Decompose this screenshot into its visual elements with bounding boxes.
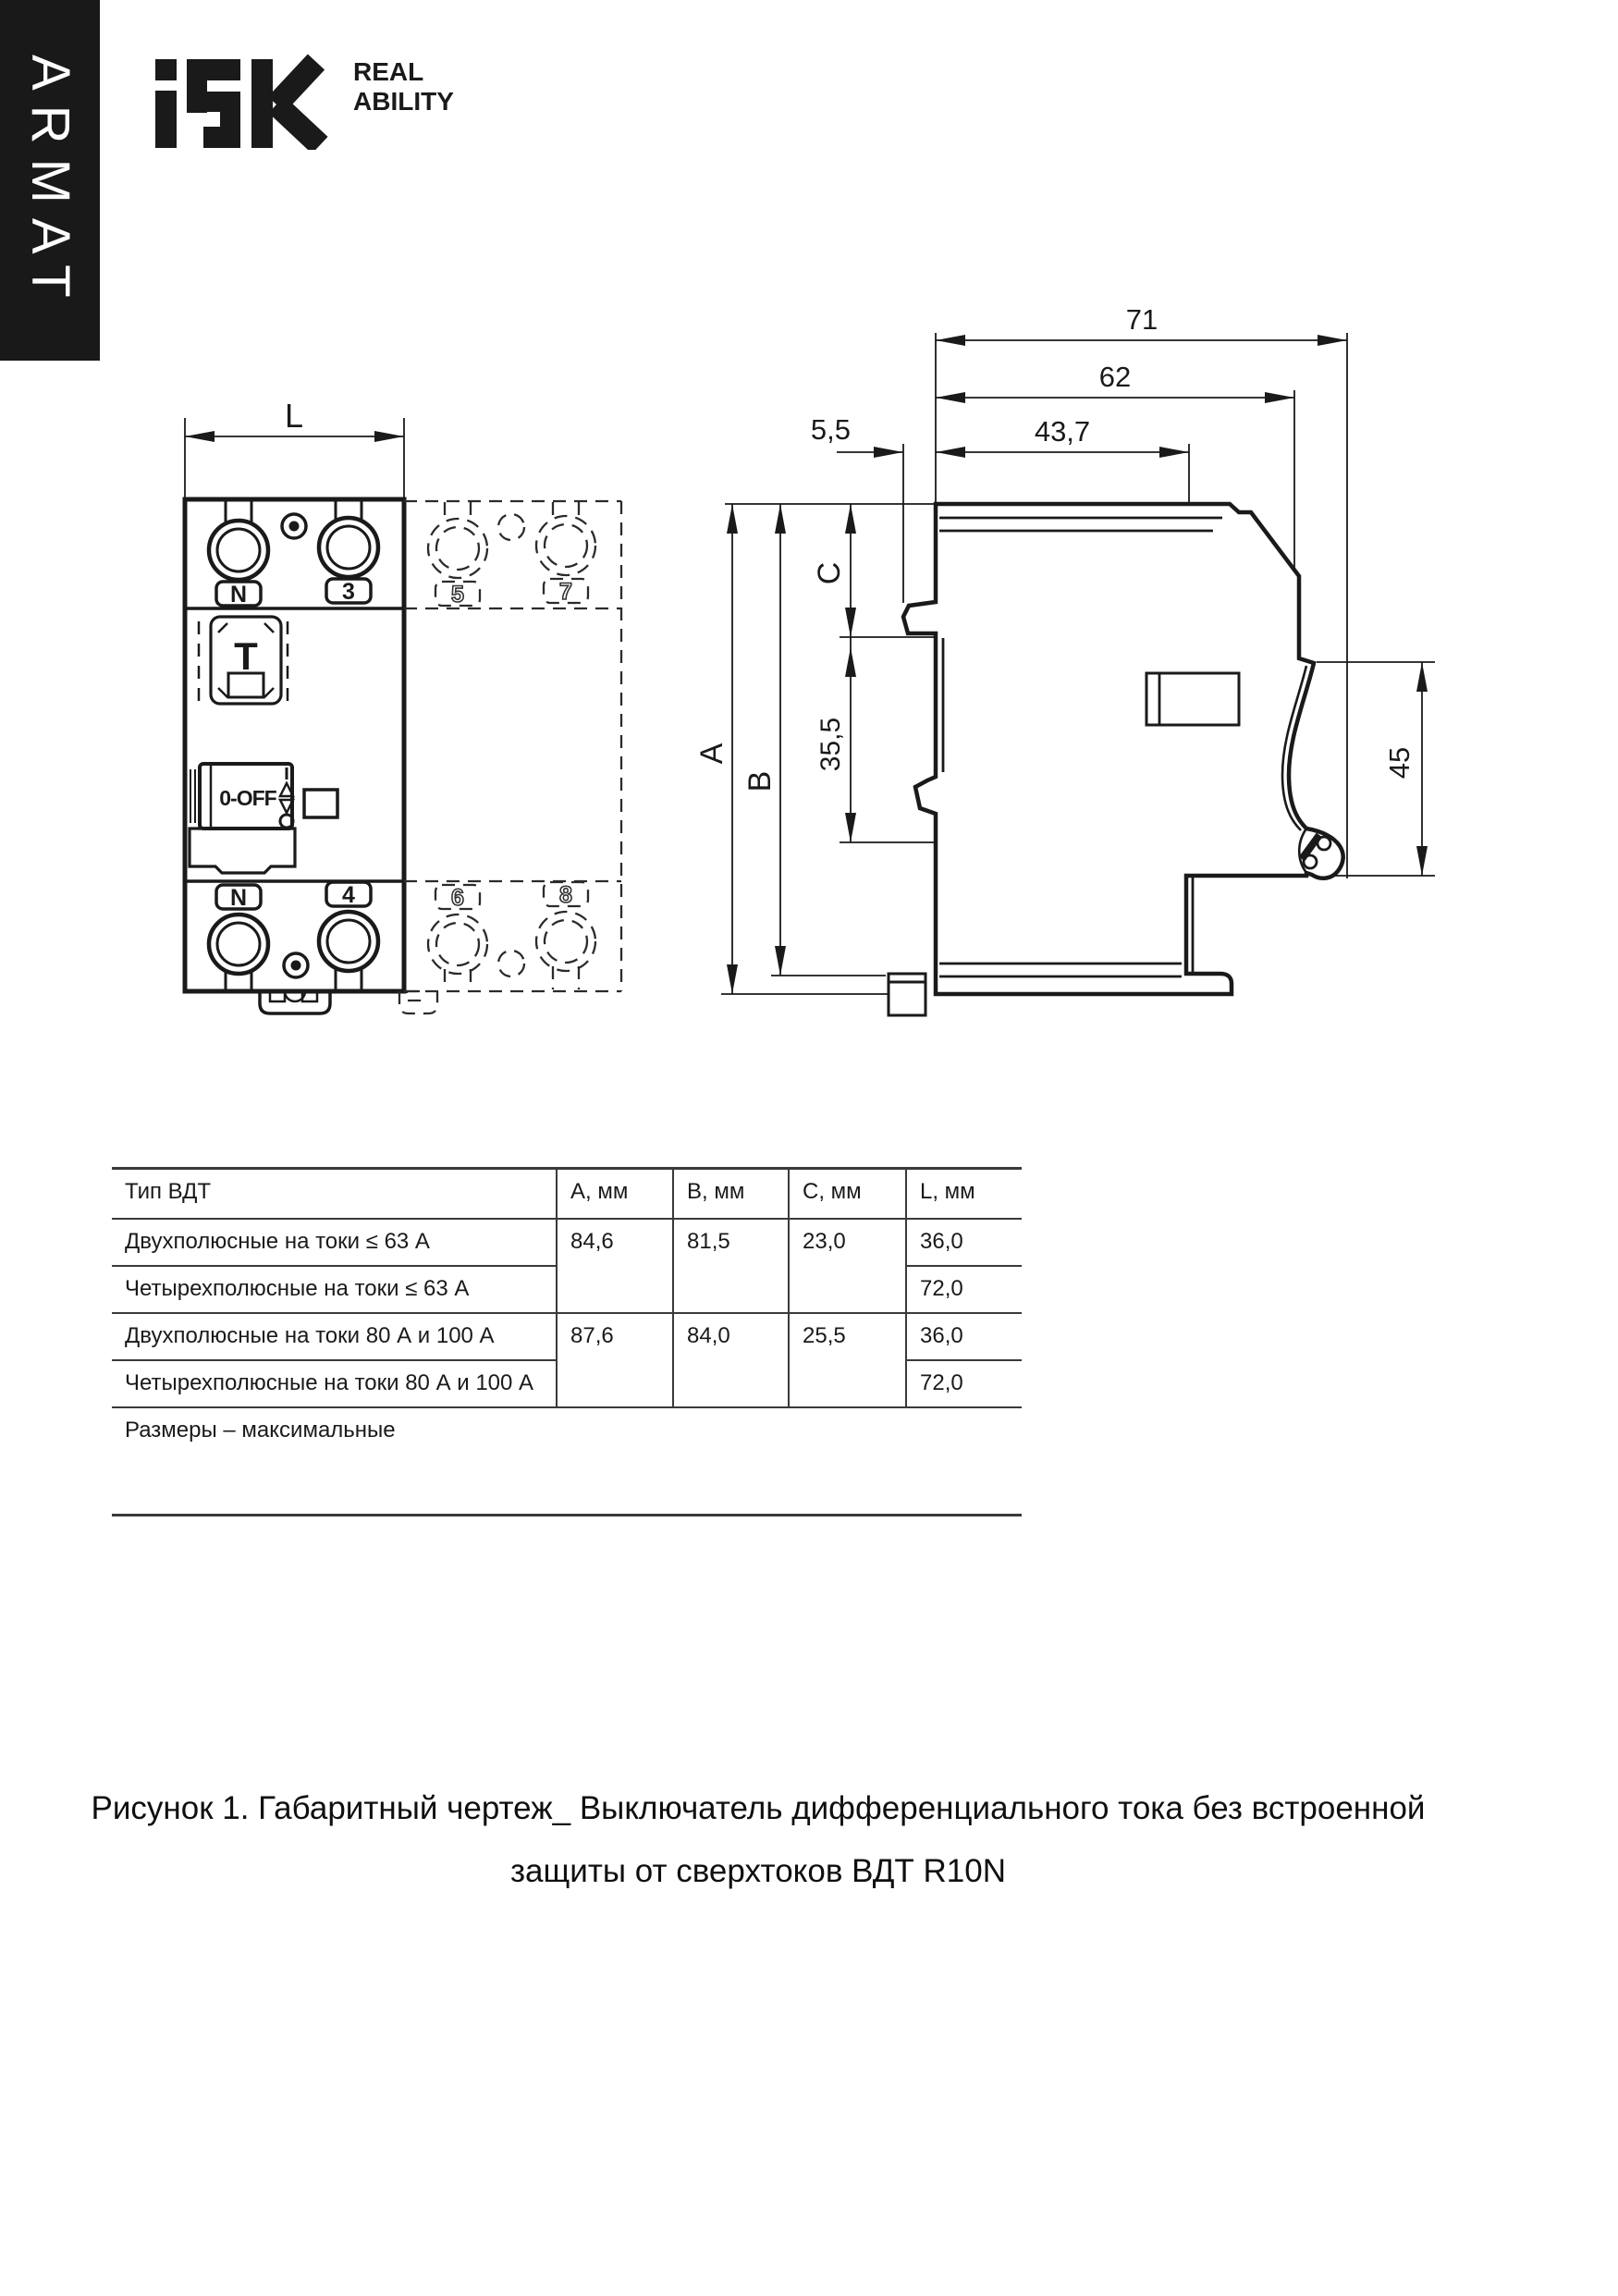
switch-label: 0-OFF <box>219 786 276 810</box>
side-view <box>694 303 1435 1015</box>
cell-l: 36,0 <box>906 1219 1022 1266</box>
table-row <box>112 1313 1022 1360</box>
cell-l: 72,0 <box>906 1360 1022 1407</box>
table-row <box>112 1219 1022 1266</box>
cell-b: 84,0 <box>673 1313 789 1407</box>
cell-c: 23,0 <box>789 1219 906 1313</box>
figure-caption <box>55 1777 1461 1903</box>
logo-tagline-line1: REAL <box>353 57 424 86</box>
test-button-label: T <box>234 634 258 678</box>
side-dim-C: C <box>812 561 847 585</box>
armat-banner-text: ARMAT <box>20 54 80 313</box>
side-dim-B: B <box>742 770 778 792</box>
terminal-label-8: 8 <box>559 882 572 908</box>
table-footer-row <box>112 1407 1022 1516</box>
cell-type: Двухполюсные на токи 80 А и 100 А <box>112 1313 557 1360</box>
col-header-a: A, мм <box>557 1169 673 1220</box>
side-dim-71: 71 <box>1125 303 1158 336</box>
table-header-row <box>112 1169 1022 1220</box>
front-din-clip <box>260 991 330 1013</box>
cell-type: Четырехполюсные на токи ≤ 63 А <box>112 1266 557 1313</box>
figure-caption-line2: защиты от сверхтоков ВДТ R10N <box>509 1853 1007 1889</box>
terminal-label-3: 3 <box>342 579 355 605</box>
front-four-pole-dashed <box>399 501 621 1013</box>
col-header-c: C, мм <box>789 1169 906 1220</box>
terminal-label-4: 4 <box>342 882 355 908</box>
side-dim-43-7: 43,7 <box>1034 415 1091 448</box>
side-body-outline <box>903 504 1343 994</box>
terminal-label-n-bottom: N <box>229 885 248 911</box>
col-header-l: L, мм <box>906 1169 1022 1220</box>
side-dim-5-5: 5,5 <box>810 413 851 446</box>
col-header-b: B, мм <box>673 1169 789 1220</box>
side-dim-A: A <box>694 743 729 765</box>
terminal-label-7: 7 <box>559 579 572 605</box>
col-header-type: Тип ВДТ <box>112 1169 557 1220</box>
cell-b: 81,5 <box>673 1219 789 1313</box>
dimensions-table <box>112 1167 1022 1516</box>
cell-l: 36,0 <box>906 1313 1022 1360</box>
table-footnote: Размеры – максимальные <box>112 1407 1022 1516</box>
figure-caption-line1: Рисунок 1. Габаритный чертеж_ Выключатель дифференциального тока без встроенной <box>91 1790 1426 1826</box>
cell-c: 25,5 <box>789 1313 906 1407</box>
dimensional-drawing <box>0 0 1618 1073</box>
terminal-label-6: 6 <box>451 885 464 911</box>
logo-tagline-line2: ABILITY <box>353 87 454 116</box>
cell-type: Двухполюсные на токи ≤ 63 А <box>112 1219 557 1266</box>
side-din-clip-tab <box>889 974 925 1015</box>
side-dim-35-5: 35,5 <box>815 717 846 772</box>
side-dim-62: 62 <box>1098 361 1132 393</box>
cell-a: 84,6 <box>557 1219 673 1313</box>
cell-a: 87,6 <box>557 1313 673 1407</box>
front-view <box>185 397 621 1013</box>
terminal-label-5: 5 <box>451 582 464 608</box>
cell-l: 72,0 <box>906 1266 1022 1313</box>
front-dim-L-label: L <box>284 397 304 435</box>
cell-type: Четырехполюсные на токи 80 А и 100 А <box>112 1360 557 1407</box>
side-dim-45: 45 <box>1383 746 1416 780</box>
terminal-label-n-top: N <box>229 582 248 608</box>
